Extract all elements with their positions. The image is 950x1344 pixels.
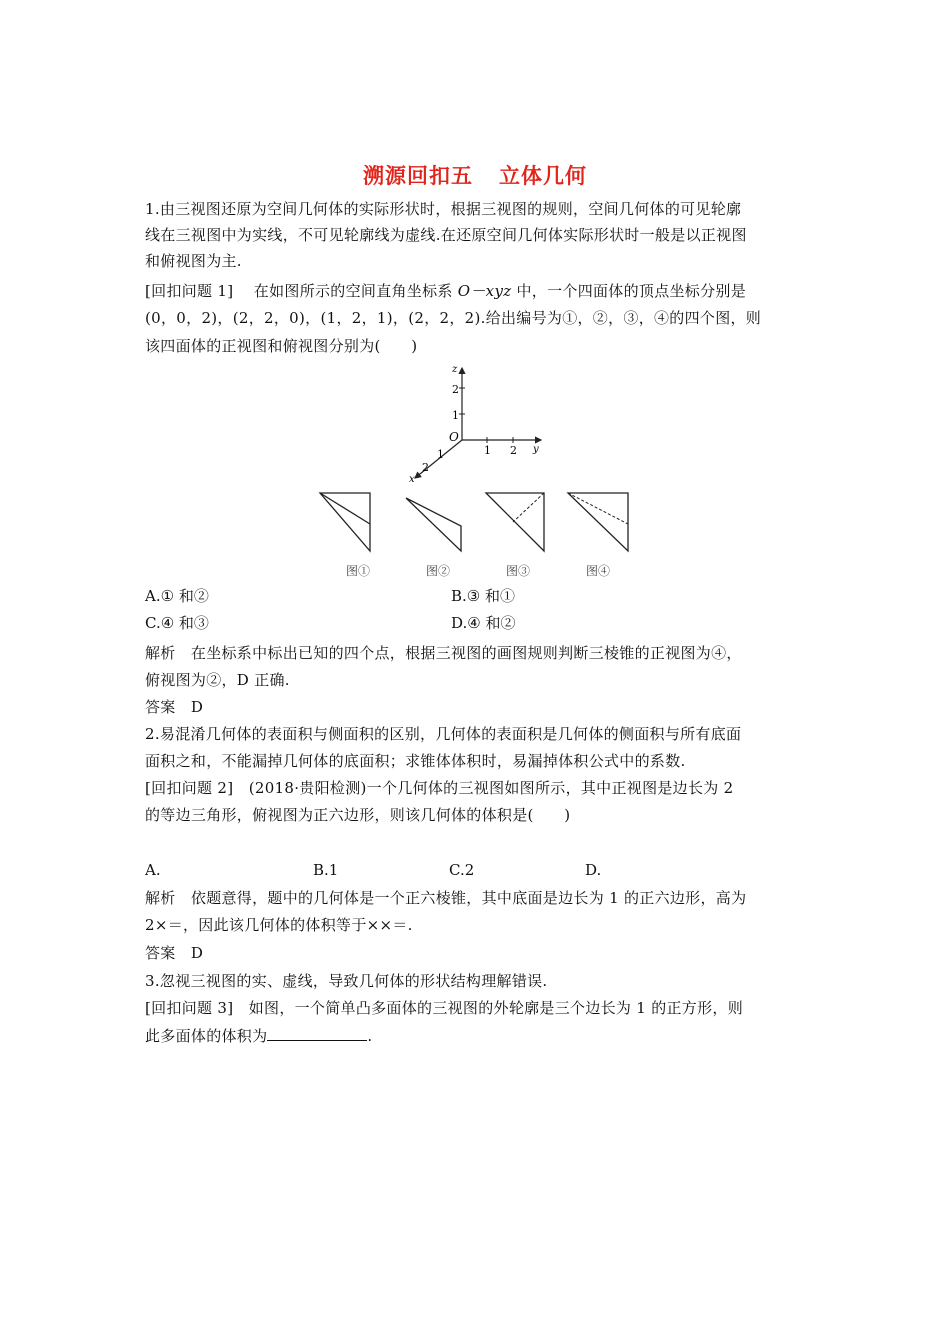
s2-answer: 答案 D — [145, 944, 204, 962]
s2-option-d: D. — [585, 861, 602, 879]
s2-option-c: C.2 — [449, 861, 475, 879]
origin-label: O — [449, 430, 459, 444]
figure-3 — [486, 493, 544, 551]
view-figures — [310, 488, 650, 580]
figure-2-label: 图② — [426, 564, 451, 578]
s2-intro-line-2: 面积之和，不能漏掉几何体的底面积；求锥体体积时，易漏掉体积公式中的系数. — [145, 752, 686, 770]
svg-text:2: 2 — [452, 383, 459, 396]
s2-question-line-2: 的等边三角形，俯视图为正六边形，则该几何体的体积是( ) — [145, 806, 571, 824]
title-main: 溯源回扣五 — [363, 164, 473, 188]
x-axis-label: x — [409, 474, 415, 485]
s1-intro-line-2: 线在三视图中为实线，不可见轮廓线为虚线.在还原空间几何体实际形状时一般是以正视图 — [145, 226, 747, 244]
s1-analysis-line-2: 俯视图为②，D 正确. — [145, 671, 290, 689]
question-tag: [回扣问题 1] — [145, 282, 234, 300]
figure-2 — [406, 498, 461, 551]
title-sub: 立体几何 — [499, 164, 587, 188]
s3-question-line-1: [回扣问题 3] 如图，一个简单凸多面体的三视图的外轮廓是三个边长为 1 的正方形，则 — [145, 999, 743, 1017]
figure-4-label: 图④ — [586, 564, 611, 578]
svg-text:1: 1 — [437, 448, 444, 461]
answer-blank — [267, 1026, 367, 1041]
svg-text:2: 2 — [422, 461, 429, 474]
s1-question-line-2: (0，0，2)，(2，2，0)，(1，2，1)，(2，2，2).给出编号为①，②，③，④的四个图，则 — [145, 309, 762, 327]
svg-text:2: 2 — [510, 444, 517, 457]
coordinate-axes-figure — [395, 360, 555, 490]
s1-option-c: C.④ 和③ — [145, 614, 209, 632]
svg-text:1: 1 — [452, 409, 459, 422]
s3-question-line-2: 此多面体的体积为 . — [145, 1027, 373, 1045]
figure-4 — [568, 493, 628, 551]
s1-option-d: D.④ 和② — [451, 614, 516, 632]
s1-question-line-3: 该四面体的正视图和俯视图分别为( ) — [145, 337, 418, 355]
s2-analysis-line-2: 2×＝，因此该几何体的体积等于××＝. — [145, 916, 413, 934]
figure-1 — [320, 493, 370, 551]
z-axis-label: z — [452, 364, 458, 375]
s1-option-a: A.① 和② — [145, 587, 209, 605]
s2-option-b: B.1 — [313, 861, 339, 879]
s2-analysis-line-1: 解析 依题意得，题中的几何体是一个正六棱锥，其中底面是边长为 1 的正六边形，高为 — [145, 889, 747, 907]
svg-text:1: 1 — [484, 444, 491, 457]
coordinate-system-label: O－xyz — [457, 282, 512, 300]
s3-intro: 3.忽视三视图的实、虚线，导致几何体的形状结构理解错误. — [145, 972, 548, 990]
s2-question-line-1: [回扣问题 2] (2018·贵阳检测)一个几何体的三视图如图所示，其中正视图是边长为 2 — [145, 779, 734, 797]
figure-1-label: 图① — [346, 564, 371, 578]
s1-intro-line-3: 和俯视图为主. — [145, 252, 242, 270]
s1-answer: 答案 D — [145, 698, 204, 716]
s1-question-line-1: [回扣问题 1] 在如图所示的空间直角坐标系 O－xyz 中，一个四面体的顶点坐标分别是 — [145, 282, 747, 300]
s2-intro-line-1: 2.易混淆几何体的表面积与侧面积的区别，几何体的表面积是几何体的侧面积与所有底面 — [145, 725, 742, 743]
figure-3-label: 图③ — [506, 564, 531, 578]
y-axis-label: y — [533, 444, 539, 455]
s1-analysis-line-1: 解析 在坐标系中标出已知的四个点，根据三视图的画图规则判断三棱锥的正视图为④， — [145, 644, 742, 662]
s1-option-b: B.③ 和① — [451, 587, 516, 605]
s1-intro-line-1: 1.由三视图还原为空间几何体的实际形状时，根据三视图的规则，空间几何体的可见轮廓 — [145, 200, 742, 218]
page-title — [0, 160, 950, 190]
s2-option-a: A. — [145, 861, 161, 879]
